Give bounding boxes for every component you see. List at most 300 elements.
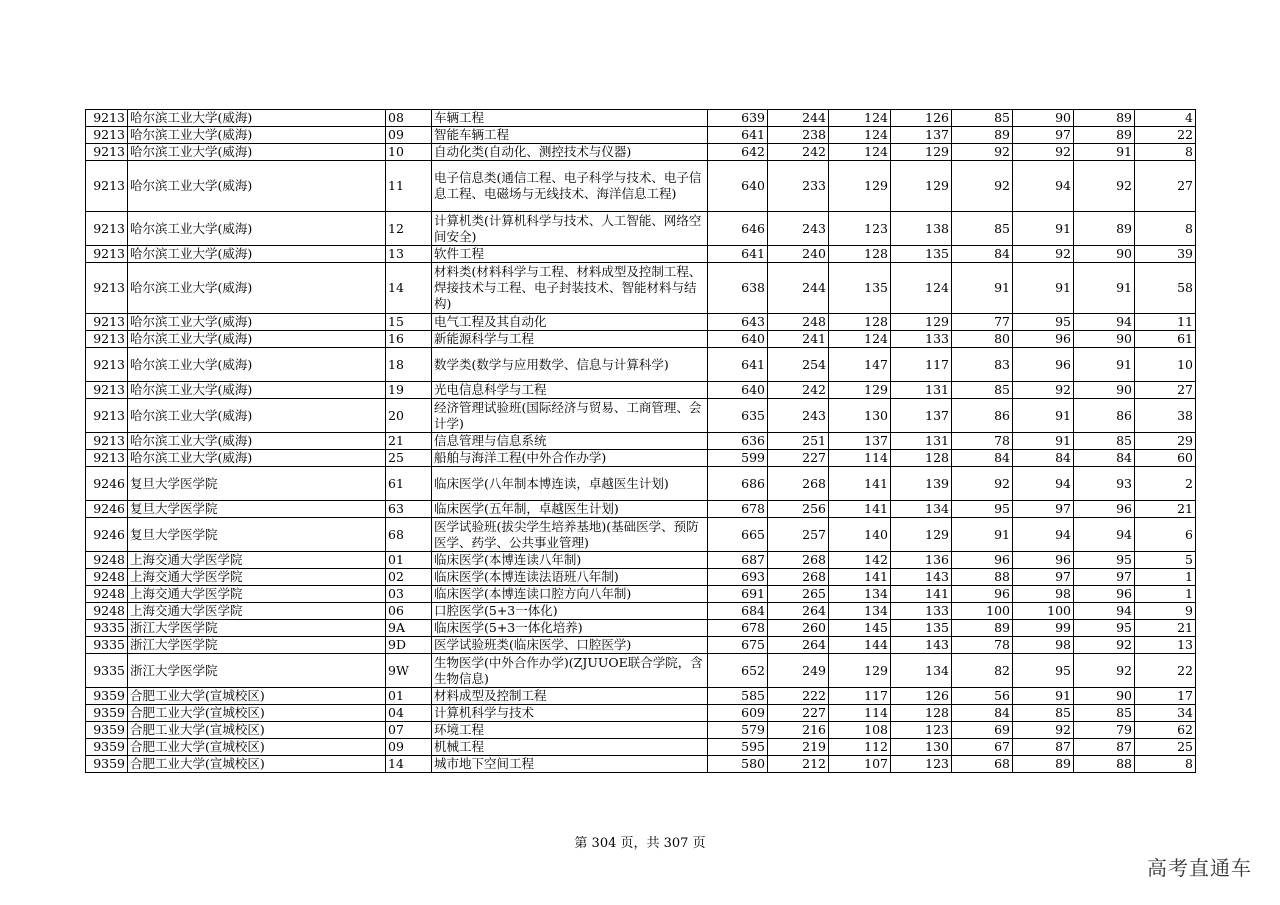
score-col-2: 227 xyxy=(768,705,829,722)
score-col-3: 129 xyxy=(829,161,891,212)
school-code: 9246 xyxy=(86,501,128,518)
score-col-2: 251 xyxy=(768,433,829,450)
score-col-5: 69 xyxy=(952,722,1013,739)
school-code: 9359 xyxy=(86,756,128,773)
score-col-4: 133 xyxy=(891,331,952,348)
score-col-6: 92 xyxy=(1013,144,1074,161)
total-score: 646 xyxy=(708,212,768,246)
table-row xyxy=(86,348,1196,382)
table-row xyxy=(86,688,1196,705)
major-code: 08 xyxy=(386,110,432,127)
total-score: 643 xyxy=(708,314,768,331)
score-col-7: 90 xyxy=(1074,331,1135,348)
score-col-5: 85 xyxy=(952,110,1013,127)
score-col-6: 99 xyxy=(1013,620,1074,637)
total-score: 638 xyxy=(708,263,768,314)
score-col-3: 124 xyxy=(829,110,891,127)
score-col-7: 90 xyxy=(1074,246,1135,263)
major-name: 环境工程 xyxy=(432,722,708,739)
school-name: 浙江大学医学院 xyxy=(128,654,386,688)
score-col-5: 89 xyxy=(952,620,1013,637)
table-row xyxy=(86,620,1196,637)
total-score: 599 xyxy=(708,450,768,467)
score-col-4: 134 xyxy=(891,654,952,688)
major-name: 口腔医学(5+3一体化) xyxy=(432,603,708,620)
score-col-2: 244 xyxy=(768,263,829,314)
total-score: 640 xyxy=(708,161,768,212)
score-col-5: 96 xyxy=(952,586,1013,603)
score-col-3: 147 xyxy=(829,348,891,382)
school-code: 9213 xyxy=(86,110,128,127)
major-name: 临床医学(5+3一体化培养) xyxy=(432,620,708,637)
score-col-4: 136 xyxy=(891,552,952,569)
score-col-8: 1 xyxy=(1135,586,1196,603)
score-col-6: 97 xyxy=(1013,569,1074,586)
total-score: 678 xyxy=(708,620,768,637)
score-col-4: 143 xyxy=(891,637,952,654)
score-col-3: 130 xyxy=(829,399,891,433)
score-col-3: 114 xyxy=(829,705,891,722)
score-col-8: 10 xyxy=(1135,348,1196,382)
score-col-3: 140 xyxy=(829,518,891,552)
score-col-3: 135 xyxy=(829,263,891,314)
watermark-logo: 高考直通车 xyxy=(1147,856,1252,880)
score-col-5: 78 xyxy=(952,637,1013,654)
score-col-5: 83 xyxy=(952,348,1013,382)
score-col-8: 60 xyxy=(1135,450,1196,467)
score-col-7: 85 xyxy=(1074,705,1135,722)
table-row xyxy=(86,246,1196,263)
total-score: 641 xyxy=(708,348,768,382)
score-col-4: 141 xyxy=(891,586,952,603)
score-col-6: 90 xyxy=(1013,110,1074,127)
score-col-4: 126 xyxy=(891,110,952,127)
score-col-5: 92 xyxy=(952,161,1013,212)
score-col-4: 128 xyxy=(891,705,952,722)
score-col-8: 13 xyxy=(1135,637,1196,654)
score-col-8: 29 xyxy=(1135,433,1196,450)
major-code: 16 xyxy=(386,331,432,348)
score-col-2: 256 xyxy=(768,501,829,518)
score-col-2: 243 xyxy=(768,399,829,433)
school-code: 9213 xyxy=(86,127,128,144)
score-col-2: 242 xyxy=(768,144,829,161)
major-code: 06 xyxy=(386,603,432,620)
score-col-2: 268 xyxy=(768,569,829,586)
school-name: 上海交通大学医学院 xyxy=(128,603,386,620)
score-col-6: 97 xyxy=(1013,501,1074,518)
score-col-8: 62 xyxy=(1135,722,1196,739)
score-col-8: 25 xyxy=(1135,739,1196,756)
school-name: 哈尔滨工业大学(威海) xyxy=(128,246,386,263)
score-col-4: 117 xyxy=(891,348,952,382)
score-col-4: 129 xyxy=(891,314,952,331)
score-col-8: 6 xyxy=(1135,518,1196,552)
score-col-8: 21 xyxy=(1135,620,1196,637)
table-row xyxy=(86,586,1196,603)
score-col-6: 92 xyxy=(1013,246,1074,263)
table-row xyxy=(86,518,1196,552)
major-code: 01 xyxy=(386,688,432,705)
school-name: 哈尔滨工业大学(威海) xyxy=(128,314,386,331)
major-name: 新能源科学与工程 xyxy=(432,331,708,348)
score-col-4: 143 xyxy=(891,569,952,586)
score-col-5: 96 xyxy=(952,552,1013,569)
score-col-7: 96 xyxy=(1074,501,1135,518)
score-col-5: 85 xyxy=(952,382,1013,399)
total-score: 678 xyxy=(708,501,768,518)
major-name: 材料类(材料科学与工程、材料成型及控制工程、焊接技术与工程、电子封装技术、智能材料与结构) xyxy=(432,263,708,314)
score-col-7: 93 xyxy=(1074,467,1135,501)
score-col-4: 131 xyxy=(891,382,952,399)
school-name: 哈尔滨工业大学(威海) xyxy=(128,348,386,382)
major-code: 02 xyxy=(386,569,432,586)
score-col-3: 112 xyxy=(829,739,891,756)
major-name: 生物医学(中外合作办学)(ZJUUOE联合学院，含生物信息) xyxy=(432,654,708,688)
total-score: 639 xyxy=(708,110,768,127)
school-name: 哈尔滨工业大学(威海) xyxy=(128,263,386,314)
score-col-4: 129 xyxy=(891,144,952,161)
score-col-3: 124 xyxy=(829,127,891,144)
school-name: 哈尔滨工业大学(威海) xyxy=(128,144,386,161)
score-col-7: 91 xyxy=(1074,348,1135,382)
table-row xyxy=(86,552,1196,569)
score-col-4: 134 xyxy=(891,501,952,518)
major-code: 9A xyxy=(386,620,432,637)
school-code: 9213 xyxy=(86,450,128,467)
major-code: 07 xyxy=(386,722,432,739)
score-col-8: 4 xyxy=(1135,110,1196,127)
score-col-7: 90 xyxy=(1074,688,1135,705)
score-col-7: 90 xyxy=(1074,382,1135,399)
major-code: 12 xyxy=(386,212,432,246)
school-code: 9213 xyxy=(86,263,128,314)
major-code: 14 xyxy=(386,263,432,314)
score-col-8: 34 xyxy=(1135,705,1196,722)
total-score: 665 xyxy=(708,518,768,552)
score-col-7: 91 xyxy=(1074,144,1135,161)
school-code: 9213 xyxy=(86,314,128,331)
school-code: 9213 xyxy=(86,433,128,450)
score-col-2: 268 xyxy=(768,552,829,569)
score-col-5: 68 xyxy=(952,756,1013,773)
score-col-6: 94 xyxy=(1013,518,1074,552)
table-row xyxy=(86,722,1196,739)
score-col-7: 97 xyxy=(1074,569,1135,586)
major-code: 14 xyxy=(386,756,432,773)
total-score: 640 xyxy=(708,331,768,348)
score-col-4: 133 xyxy=(891,603,952,620)
school-code: 9359 xyxy=(86,739,128,756)
score-col-3: 134 xyxy=(829,586,891,603)
score-col-7: 94 xyxy=(1074,603,1135,620)
table-row xyxy=(86,399,1196,433)
school-code: 9213 xyxy=(86,246,128,263)
table-row xyxy=(86,654,1196,688)
major-code: 63 xyxy=(386,501,432,518)
score-col-8: 22 xyxy=(1135,127,1196,144)
score-col-5: 80 xyxy=(952,331,1013,348)
score-col-7: 87 xyxy=(1074,739,1135,756)
score-col-5: 84 xyxy=(952,450,1013,467)
school-code: 9335 xyxy=(86,654,128,688)
total-score: 636 xyxy=(708,433,768,450)
score-col-3: 123 xyxy=(829,212,891,246)
score-col-8: 8 xyxy=(1135,212,1196,246)
score-col-7: 95 xyxy=(1074,552,1135,569)
score-col-3: 128 xyxy=(829,246,891,263)
score-col-3: 141 xyxy=(829,569,891,586)
major-name: 电子信息类(通信工程、电子科学与技术、电子信息工程、电磁场与无线技术、海洋信息工程) xyxy=(432,161,708,212)
score-col-2: 244 xyxy=(768,110,829,127)
major-code: 20 xyxy=(386,399,432,433)
major-code: 13 xyxy=(386,246,432,263)
score-col-4: 128 xyxy=(891,450,952,467)
score-col-4: 138 xyxy=(891,212,952,246)
major-code: 61 xyxy=(386,467,432,501)
score-col-3: 108 xyxy=(829,722,891,739)
table-row xyxy=(86,756,1196,773)
score-col-2: 233 xyxy=(768,161,829,212)
score-col-8: 8 xyxy=(1135,144,1196,161)
score-col-7: 92 xyxy=(1074,161,1135,212)
major-name: 材料成型及控制工程 xyxy=(432,688,708,705)
score-col-2: 254 xyxy=(768,348,829,382)
school-name: 合肥工业大学(宣城校区) xyxy=(128,688,386,705)
total-score: 684 xyxy=(708,603,768,620)
school-name: 浙江大学医学院 xyxy=(128,620,386,637)
major-name: 临床医学(本博连读法语班八年制) xyxy=(432,569,708,586)
score-col-7: 89 xyxy=(1074,127,1135,144)
major-code: 21 xyxy=(386,433,432,450)
score-col-7: 85 xyxy=(1074,433,1135,450)
score-col-2: 264 xyxy=(768,603,829,620)
score-col-8: 27 xyxy=(1135,161,1196,212)
score-col-5: 67 xyxy=(952,739,1013,756)
total-score: 687 xyxy=(708,552,768,569)
major-name: 医学试验班(拔尖学生培养基地)(基础医学、预防医学、药学、公共事业管理) xyxy=(432,518,708,552)
score-col-2: 238 xyxy=(768,127,829,144)
score-col-6: 91 xyxy=(1013,212,1074,246)
major-code: 03 xyxy=(386,586,432,603)
school-name: 哈尔滨工业大学(威海) xyxy=(128,433,386,450)
page-number: 第 304 页，共 307 页 xyxy=(574,836,706,851)
score-col-2: 264 xyxy=(768,637,829,654)
score-col-6: 96 xyxy=(1013,348,1074,382)
school-name: 合肥工业大学(宣城校区) xyxy=(128,705,386,722)
school-name: 上海交通大学医学院 xyxy=(128,552,386,569)
school-code: 9246 xyxy=(86,467,128,501)
major-code: 19 xyxy=(386,382,432,399)
score-col-2: 216 xyxy=(768,722,829,739)
school-code: 9213 xyxy=(86,399,128,433)
major-name: 软件工程 xyxy=(432,246,708,263)
major-name: 机械工程 xyxy=(432,739,708,756)
school-name: 哈尔滨工业大学(威海) xyxy=(128,450,386,467)
school-code: 9213 xyxy=(86,161,128,212)
school-name: 复旦大学医学院 xyxy=(128,467,386,501)
score-col-6: 91 xyxy=(1013,688,1074,705)
major-name: 船舶与海洋工程(中外合作办学) xyxy=(432,450,708,467)
score-col-3: 124 xyxy=(829,144,891,161)
score-col-2: 227 xyxy=(768,450,829,467)
score-col-5: 82 xyxy=(952,654,1013,688)
total-score: 585 xyxy=(708,688,768,705)
score-col-5: 56 xyxy=(952,688,1013,705)
score-col-3: 117 xyxy=(829,688,891,705)
table-row xyxy=(86,263,1196,314)
score-col-5: 78 xyxy=(952,433,1013,450)
score-col-8: 27 xyxy=(1135,382,1196,399)
score-col-4: 135 xyxy=(891,620,952,637)
score-col-4: 135 xyxy=(891,246,952,263)
score-col-3: 107 xyxy=(829,756,891,773)
score-col-7: 89 xyxy=(1074,110,1135,127)
total-score: 642 xyxy=(708,144,768,161)
score-col-8: 22 xyxy=(1135,654,1196,688)
total-score: 652 xyxy=(708,654,768,688)
major-name: 车辆工程 xyxy=(432,110,708,127)
major-code: 11 xyxy=(386,161,432,212)
score-col-5: 77 xyxy=(952,314,1013,331)
major-name: 信息管理与信息系统 xyxy=(432,433,708,450)
score-col-8: 11 xyxy=(1135,314,1196,331)
score-col-2: 222 xyxy=(768,688,829,705)
score-col-8: 58 xyxy=(1135,263,1196,314)
score-col-6: 91 xyxy=(1013,433,1074,450)
table-row xyxy=(86,212,1196,246)
score-col-6: 85 xyxy=(1013,705,1074,722)
score-col-5: 84 xyxy=(952,246,1013,263)
score-col-8: 5 xyxy=(1135,552,1196,569)
score-col-7: 96 xyxy=(1074,586,1135,603)
score-col-7: 91 xyxy=(1074,263,1135,314)
score-col-6: 91 xyxy=(1013,399,1074,433)
table-row xyxy=(86,501,1196,518)
score-col-3: 141 xyxy=(829,501,891,518)
score-col-6: 84 xyxy=(1013,450,1074,467)
table-row xyxy=(86,161,1196,212)
school-code: 9213 xyxy=(86,382,128,399)
score-col-6: 100 xyxy=(1013,603,1074,620)
total-score: 686 xyxy=(708,467,768,501)
score-col-2: 257 xyxy=(768,518,829,552)
table-body xyxy=(86,110,1196,773)
score-col-4: 137 xyxy=(891,399,952,433)
score-col-3: 134 xyxy=(829,603,891,620)
score-col-5: 92 xyxy=(952,144,1013,161)
table-row xyxy=(86,467,1196,501)
score-col-7: 84 xyxy=(1074,450,1135,467)
school-name: 复旦大学医学院 xyxy=(128,501,386,518)
major-name: 计算机科学与技术 xyxy=(432,705,708,722)
major-code: 9D xyxy=(386,637,432,654)
table-row xyxy=(86,314,1196,331)
school-code: 9213 xyxy=(86,144,128,161)
score-col-7: 92 xyxy=(1074,637,1135,654)
score-col-3: 129 xyxy=(829,382,891,399)
score-col-2: 265 xyxy=(768,586,829,603)
score-col-4: 123 xyxy=(891,722,952,739)
score-col-6: 98 xyxy=(1013,637,1074,654)
school-name: 哈尔滨工业大学(威海) xyxy=(128,161,386,212)
school-code: 9213 xyxy=(86,212,128,246)
major-code: 15 xyxy=(386,314,432,331)
score-col-8: 8 xyxy=(1135,756,1196,773)
score-col-6: 89 xyxy=(1013,756,1074,773)
score-col-8: 17 xyxy=(1135,688,1196,705)
total-score: 641 xyxy=(708,246,768,263)
table-row xyxy=(86,331,1196,348)
score-col-6: 96 xyxy=(1013,552,1074,569)
school-name: 哈尔滨工业大学(威海) xyxy=(128,127,386,144)
major-name: 计算机类(计算机科学与技术、人工智能、网络空间安全) xyxy=(432,212,708,246)
school-code: 9335 xyxy=(86,637,128,654)
score-col-7: 86 xyxy=(1074,399,1135,433)
score-col-4: 129 xyxy=(891,518,952,552)
score-col-6: 91 xyxy=(1013,263,1074,314)
score-col-4: 124 xyxy=(891,263,952,314)
major-name: 医学试验班类(临床医学、口腔医学) xyxy=(432,637,708,654)
score-col-4: 126 xyxy=(891,688,952,705)
school-code: 9213 xyxy=(86,331,128,348)
score-col-5: 85 xyxy=(952,212,1013,246)
score-col-2: 249 xyxy=(768,654,829,688)
school-name: 合肥工业大学(宣城校区) xyxy=(128,739,386,756)
major-name: 数学类(数学与应用数学、信息与计算科学) xyxy=(432,348,708,382)
score-col-3: 128 xyxy=(829,314,891,331)
score-col-2: 219 xyxy=(768,739,829,756)
score-col-7: 89 xyxy=(1074,212,1135,246)
score-col-5: 88 xyxy=(952,569,1013,586)
major-name: 智能车辆工程 xyxy=(432,127,708,144)
score-col-6: 94 xyxy=(1013,467,1074,501)
score-col-2: 242 xyxy=(768,382,829,399)
total-score: 691 xyxy=(708,586,768,603)
major-code: 18 xyxy=(386,348,432,382)
table-row xyxy=(86,739,1196,756)
score-col-2: 241 xyxy=(768,331,829,348)
major-code: 09 xyxy=(386,127,432,144)
score-col-8: 9 xyxy=(1135,603,1196,620)
school-code: 9359 xyxy=(86,722,128,739)
score-col-7: 92 xyxy=(1074,654,1135,688)
score-col-5: 89 xyxy=(952,127,1013,144)
school-code: 9359 xyxy=(86,705,128,722)
score-col-4: 139 xyxy=(891,467,952,501)
score-col-5: 92 xyxy=(952,467,1013,501)
score-col-4: 129 xyxy=(891,161,952,212)
total-score: 640 xyxy=(708,382,768,399)
score-col-6: 87 xyxy=(1013,739,1074,756)
score-col-5: 95 xyxy=(952,501,1013,518)
score-col-5: 91 xyxy=(952,518,1013,552)
major-code: 10 xyxy=(386,144,432,161)
total-score: 675 xyxy=(708,637,768,654)
total-score: 580 xyxy=(708,756,768,773)
school-name: 哈尔滨工业大学(威海) xyxy=(128,399,386,433)
major-name: 自动化类(自动化、测控技术与仪器) xyxy=(432,144,708,161)
major-name: 城市地下空间工程 xyxy=(432,756,708,773)
major-name: 临床医学(五年制，卓越医生计划) xyxy=(432,501,708,518)
score-col-2: 268 xyxy=(768,467,829,501)
score-col-2: 248 xyxy=(768,314,829,331)
school-name: 哈尔滨工业大学(威海) xyxy=(128,382,386,399)
score-col-2: 212 xyxy=(768,756,829,773)
score-col-5: 86 xyxy=(952,399,1013,433)
major-code: 09 xyxy=(386,739,432,756)
school-name: 上海交通大学医学院 xyxy=(128,569,386,586)
